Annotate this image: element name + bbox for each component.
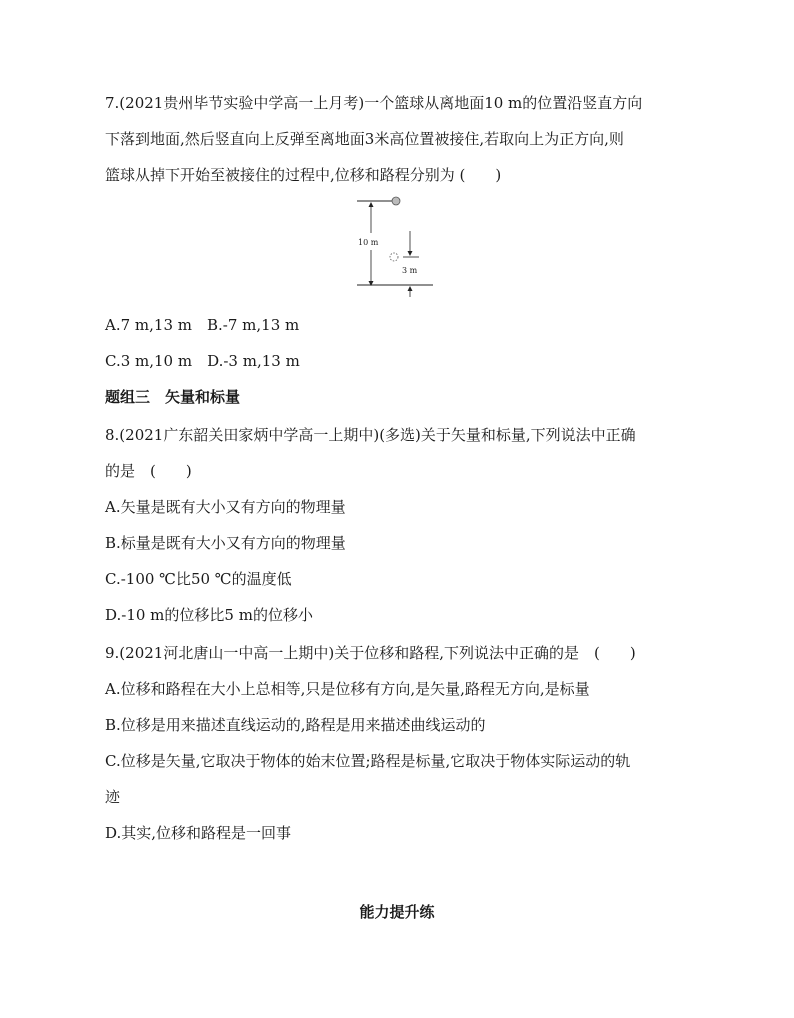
q8-stem-line2: 的是 ( ) bbox=[105, 462, 192, 480]
q7-options-ab: A.7 m,13 m B.-7 m,13 m bbox=[105, 316, 300, 334]
group3-heading: 题组三 矢量和标量 bbox=[105, 388, 241, 406]
q7-stem-line1: 7.(2021贵州毕节实验中学高一上月考)一个篮球从离地面10 m的位置沿竖直方向 bbox=[105, 94, 643, 112]
q9-stem: 9.(2021河北唐山一中高一上期中)关于位移和路程,下列说法中正确的是 ( ) bbox=[105, 644, 636, 662]
arrow-up-icon bbox=[369, 202, 374, 207]
q9-option-a: A.位移和路程在大小上总相等,只是位移有方向,是矢量,路程无方向,是标量 bbox=[105, 680, 590, 698]
caught-ball-icon bbox=[390, 253, 398, 261]
q8-option-a: A.矢量是既有大小又有方向的物理量 bbox=[105, 498, 346, 516]
label-10m: 10 m bbox=[358, 238, 379, 247]
arrow-up-icon bbox=[408, 286, 413, 291]
q8-option-d: D.-10 m的位移比5 m的位移小 bbox=[105, 606, 313, 624]
section-title: 能力提升练 bbox=[359, 903, 435, 921]
q9-option-c-line2: 迹 bbox=[105, 788, 121, 806]
q7-basketball-figure bbox=[355, 193, 445, 298]
q8-option-b: B.标量是既有大小又有方向的物理量 bbox=[105, 534, 346, 552]
q7-stem-line3: 篮球从掉下开始至被接住的过程中,位移和路程分别为 ( ) bbox=[105, 166, 502, 184]
ball-icon bbox=[392, 197, 400, 205]
arrow-down-icon bbox=[408, 251, 413, 256]
q7-stem-line2: 下落到地面,然后竖直向上反弹至离地面3米高位置被接住,若取向上为正方向,则 bbox=[105, 130, 624, 148]
label-3m: 3 m bbox=[402, 266, 418, 275]
q7-options-cd: C.3 m,10 m D.-3 m,13 m bbox=[105, 352, 300, 370]
q8-stem-line1: 8.(2021广东韶关田家炳中学高一上期中)(多选)关于矢量和标量,下列说法中正确 bbox=[105, 426, 636, 444]
q8-option-c: C.-100 ℃比50 ℃的温度低 bbox=[105, 570, 292, 588]
q9-option-b: B.位移是用来描述直线运动的,路程是用来描述曲线运动的 bbox=[105, 716, 486, 734]
q9-option-d: D.其实,位移和路程是一回事 bbox=[105, 824, 292, 842]
q9-option-c-line1: C.位移是矢量,它取决于物体的始末位置;路程是标量,它取决于物体实际运动的轨 bbox=[105, 752, 631, 770]
